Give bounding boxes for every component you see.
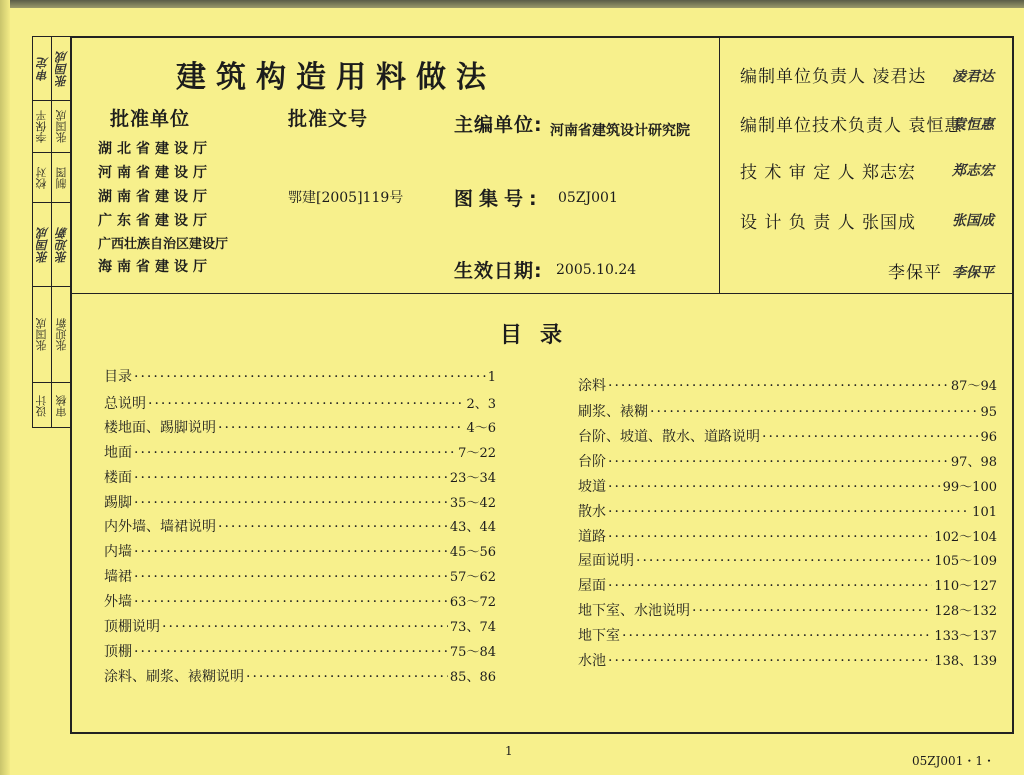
toc-entry[interactable]: 地下室、水池说明 ····· 128～132 (578, 600, 997, 622)
atlas-label: 图集号: (454, 188, 543, 210)
header-divider (70, 293, 1014, 294)
responsible-person: 编制单位负责人 凌君达 (740, 67, 927, 87)
toc-entry[interactable]: 屋面 ····· 110～127 (578, 575, 997, 597)
responsible-person: 编制单位技术负责人 袁恒惠 (740, 116, 963, 136)
responsible-person: 李保平 (888, 263, 942, 283)
strip-cell: 李保平 (33, 101, 51, 153)
document-title: 建筑构造用料做法 (176, 60, 496, 95)
approval-unit: 湖北省建设厅 (98, 141, 212, 157)
toc-entry[interactable]: 刷浆、裱糊 ····· 95 (578, 401, 997, 423)
approval-unit: 湖南省建设厅 (98, 189, 212, 205)
approval-doc-label: 批准文号 (288, 108, 369, 130)
toc-title: 目录 (500, 323, 581, 348)
toc-entry[interactable]: 道路 ····· 102～104 (578, 526, 997, 548)
editor-label: 主编单位: (454, 114, 543, 136)
strip-cell: 审核 (54, 395, 68, 417)
editor-value: 河南省建筑设计研究院 (550, 123, 690, 139)
strip-cell: 审定 (33, 37, 51, 101)
strip-cell: 张国成 (33, 287, 51, 383)
approval-unit: 河南省建设厅 (98, 165, 212, 181)
toc-entry[interactable]: 内墙 ····· 45～56 (104, 541, 496, 563)
approval-unit: 广东省建设厅 (98, 213, 212, 229)
strip-cell: 张国成 (33, 203, 51, 287)
approval-unit: 海南省建设厅 (98, 259, 212, 275)
strip-cell: 制图 (52, 153, 71, 203)
signature: 郑志宏 (952, 163, 994, 179)
toc-entry[interactable]: 顶棚 ····· 75～84 (104, 641, 496, 663)
strip-cell: 张迎新 (52, 287, 71, 383)
scan-left-edge (0, 0, 10, 775)
scan-top-edge (0, 0, 1024, 8)
signature: 李保平 (952, 265, 994, 281)
toc-entry[interactable]: 地面 ····· 7～22 (104, 442, 496, 464)
page-number: 1 (505, 744, 513, 758)
toc-entry[interactable]: 目录 ····· 1 (104, 366, 496, 388)
responsible-person: 技 术 审 定 人 郑志宏 (740, 163, 917, 183)
toc-entry[interactable]: 台阶 ····· 97、98 (578, 451, 997, 473)
strip-cell: 张国成 (52, 101, 71, 153)
toc-entry[interactable]: 踢脚 ····· 35～42 (104, 492, 496, 514)
atlas-page-code: 05ZJ001・1・ (912, 754, 995, 768)
signature-strip-col1 (33, 37, 52, 427)
toc-entry[interactable]: 楼面 ····· 23～34 (104, 467, 496, 489)
strip-cell: 张国成 (52, 37, 71, 101)
toc-entry[interactable]: 墙裙 ····· 57～62 (104, 566, 496, 588)
toc-entry[interactable]: 楼地面、踢脚说明 ····· 4～6 (104, 417, 496, 439)
toc-entry[interactable]: 涂料、刷浆、裱糊说明 ····· 85、86 (104, 666, 496, 688)
atlas-number: 05ZJ001 (558, 190, 618, 206)
signature-strip-col2 (52, 37, 71, 427)
approval-doc-number: 鄂建[2005]119号 (288, 190, 404, 206)
signature: 凌君达 (952, 69, 994, 85)
toc-entry[interactable]: 涂料 ····· 87～94 (578, 375, 997, 397)
toc-entry[interactable]: 地下室 ····· 133～137 (578, 625, 997, 647)
approval-unit-label: 批准单位 (110, 108, 191, 130)
toc-entry[interactable]: 总说明 ····· 2、3 (104, 393, 496, 415)
effective-date: 2005.10.24 (556, 262, 637, 278)
signature-strip (32, 36, 72, 428)
toc-entry[interactable]: 坡道 ····· 99～100 (578, 476, 997, 498)
toc-entry[interactable]: 散水 ····· 101 (578, 501, 997, 523)
toc-entry[interactable]: 台阶、坡道、散水、道路说明 ····· 96 (578, 426, 997, 448)
toc-entry[interactable]: 水池 ····· 138、139 (578, 650, 997, 672)
strip-cell: 张迎新 (52, 203, 71, 287)
responsible-person: 设 计 负 责 人 张国成 (740, 213, 917, 233)
approval-unit: 广西壮族自治区建设厅 (98, 237, 229, 252)
toc-entry[interactable]: 外墙 ····· 63～72 (104, 591, 496, 613)
toc-entry[interactable]: 内外墙、墙裙说明 ····· 43、44 (104, 516, 496, 538)
toc-entry[interactable]: 顶棚说明 ····· 73、74 (104, 616, 496, 638)
header-vertical-divider (719, 36, 720, 293)
strip-cell: 设计 (35, 395, 48, 417)
signature: 张国成 (952, 213, 994, 229)
effective-date-label: 生效日期: (454, 260, 543, 282)
toc-entry[interactable]: 屋面说明 ····· 105～109 (578, 550, 997, 572)
strip-cell: 校对 (33, 153, 51, 203)
signature: 袁恒惠 (952, 117, 994, 133)
